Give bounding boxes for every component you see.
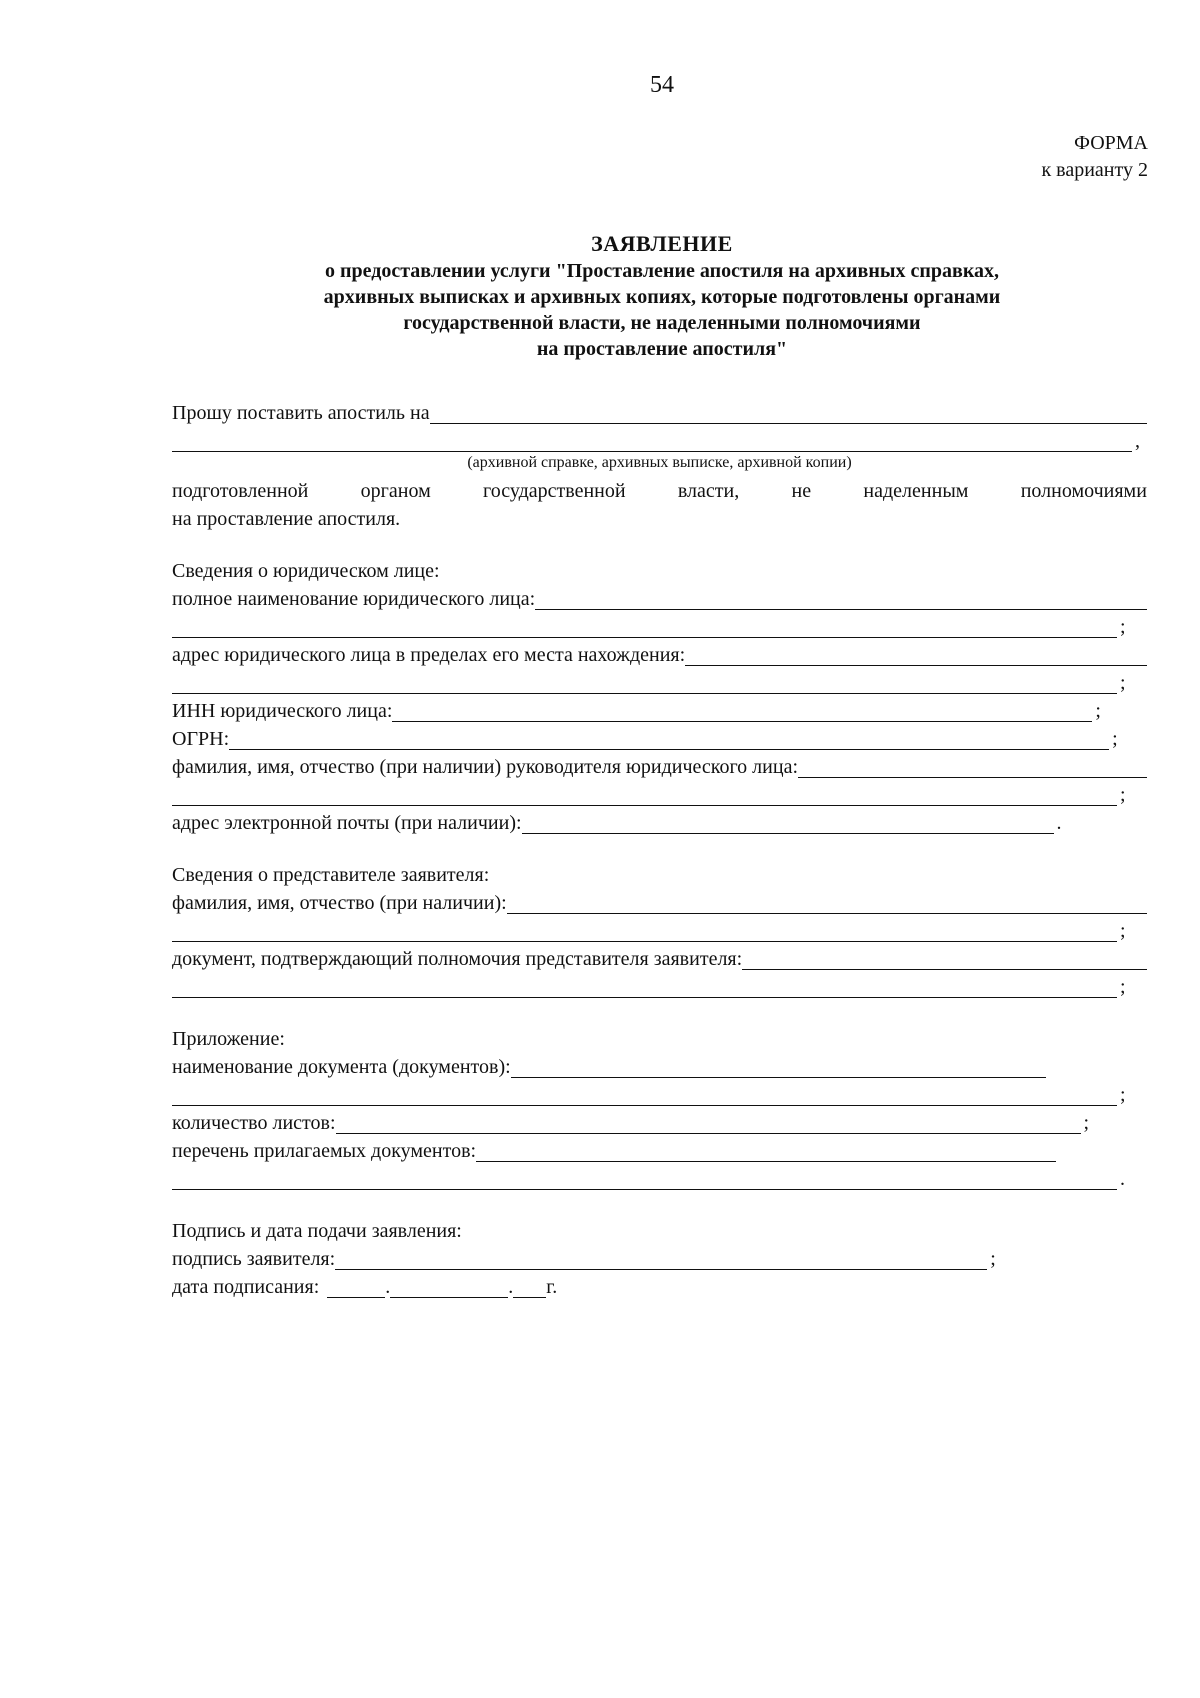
date-label: дата подписания: xyxy=(172,1276,320,1298)
doc-list-field[interactable] xyxy=(476,1139,1056,1162)
authority-doc-field-continued[interactable] xyxy=(172,975,1117,998)
period: . xyxy=(1056,812,1062,834)
semicolon: ; xyxy=(1120,672,1126,694)
semicolon: ; xyxy=(1120,1084,1126,1106)
ogrn-label: ОГРН: xyxy=(172,728,230,750)
semicolon: ; xyxy=(1120,976,1126,998)
request-word: государственной xyxy=(483,480,626,502)
email-label: адрес электронной почты (при наличии): xyxy=(172,812,522,834)
form-label xyxy=(1041,130,1148,184)
address-row xyxy=(172,638,1147,666)
year-suffix: г. xyxy=(546,1276,558,1298)
doc-list-row xyxy=(172,1134,1147,1162)
authority-doc-row xyxy=(172,942,1147,970)
title-block xyxy=(172,230,1152,362)
sheets-label: количество листов: xyxy=(172,1112,336,1134)
inn-field[interactable] xyxy=(392,699,1092,722)
semicolon: ; xyxy=(1120,920,1126,942)
semicolon: ; xyxy=(1120,784,1126,806)
request-word: подготовленной xyxy=(172,480,309,502)
sheets-row xyxy=(172,1106,1147,1134)
signature-row xyxy=(172,1242,1147,1270)
doc-list-label: перечень прилагаемых документов: xyxy=(172,1140,477,1162)
signature-label: подпись заявителя: xyxy=(172,1248,336,1270)
subtitle-line: о предоставлении услуги "Проставление апостиля на архивных справках, xyxy=(324,260,1000,282)
document-title: ЗАЯВЛЕНИЕ xyxy=(591,231,733,256)
request-text-end: на проставление апостиля. xyxy=(172,508,401,530)
rep-name-field[interactable] xyxy=(507,891,1147,914)
ogrn-field[interactable] xyxy=(229,727,1109,750)
signature-heading-row xyxy=(172,1214,1147,1242)
doc-name-label: наименование документа (документов): xyxy=(172,1056,511,1078)
page-number: 54 xyxy=(650,72,674,98)
address-row-continued xyxy=(172,666,1147,694)
semicolon: ; xyxy=(990,1248,996,1270)
authority-doc-field[interactable] xyxy=(742,947,1147,970)
inn-row xyxy=(172,694,1147,722)
request-row-continued xyxy=(172,424,1147,452)
address-field[interactable] xyxy=(685,643,1147,666)
rep-name-row xyxy=(172,886,1147,914)
rep-name-field-continued[interactable] xyxy=(172,919,1117,942)
semicolon: ; xyxy=(1120,616,1126,638)
doc-name-row xyxy=(172,1050,1147,1078)
inn-label: ИНН юридического лица: xyxy=(172,700,393,722)
head-name-label: фамилия, имя, отчество (при наличии) руководителя юридического лица: xyxy=(172,756,799,778)
comma: , xyxy=(1135,430,1140,452)
legal-entity-heading-row xyxy=(172,554,1147,582)
doc-list-field-continued[interactable] xyxy=(172,1167,1117,1190)
form-label-title: ФОРМА xyxy=(1074,132,1148,154)
sheets-count-field[interactable] xyxy=(336,1111,1081,1134)
head-name-row xyxy=(172,750,1147,778)
request-row xyxy=(172,396,1147,424)
form-label-variant: к варианту 2 xyxy=(1041,159,1148,181)
date-day-field[interactable] xyxy=(327,1275,385,1298)
rep-name-label: фамилия, имя, отчество (при наличии): xyxy=(172,892,507,914)
semicolon: ; xyxy=(1083,1112,1090,1134)
authority-doc-label: документ, подтверждающий полномочия представителя заявителя: xyxy=(172,948,743,970)
full-name-row-continued xyxy=(172,610,1147,638)
apostille-document-field-continued[interactable] xyxy=(172,429,1132,452)
subtitle-line: архивных выписках и архивных копиях, которые подготовлены органами xyxy=(323,286,1001,308)
doc-name-row-continued xyxy=(172,1078,1147,1106)
address-label: адрес юридического лица в пределах его места нахождения: xyxy=(172,644,686,666)
doc-list-row-continued xyxy=(172,1162,1147,1190)
doc-name-field[interactable] xyxy=(511,1055,1046,1078)
email-row xyxy=(172,806,1147,834)
request-word: полномочиями xyxy=(1020,480,1147,502)
head-name-row-continued xyxy=(172,778,1147,806)
signature-heading: Подпись и дата подачи заявления: xyxy=(172,1220,462,1242)
full-name-label: полное наименование юридического лица: xyxy=(172,588,536,610)
semicolon: ; xyxy=(1095,700,1101,722)
attachment-heading-row xyxy=(172,1022,1147,1050)
period: . xyxy=(1120,1168,1125,1190)
head-name-field-continued[interactable] xyxy=(172,783,1117,806)
subtitle-line: на проставление апостиля" xyxy=(536,338,788,360)
email-field[interactable] xyxy=(522,811,1054,834)
request-word: власти, xyxy=(677,480,740,502)
form-body xyxy=(172,396,1147,1298)
semicolon: ; xyxy=(1112,728,1118,750)
full-name-row xyxy=(172,582,1147,610)
request-text-line xyxy=(172,474,1147,502)
date-row xyxy=(172,1270,1147,1298)
subtitle-line: государственной власти, не наделенными полномочиями xyxy=(403,312,921,334)
representative-heading-row xyxy=(172,858,1147,886)
request-word: не xyxy=(791,480,812,502)
doc-name-field-continued[interactable] xyxy=(172,1083,1117,1106)
request-label: Прошу поставить апостиль на xyxy=(172,402,430,424)
authority-doc-row-continued xyxy=(172,970,1147,998)
date-separator: . xyxy=(385,1276,391,1298)
request-text-line-2 xyxy=(172,502,1147,530)
date-separator: . xyxy=(508,1276,514,1298)
representative-heading: Сведения о представителе заявителя: xyxy=(172,864,490,886)
request-word: наделенным xyxy=(863,480,969,502)
full-name-field[interactable] xyxy=(535,587,1147,610)
apostille-document-field[interactable] xyxy=(430,401,1147,424)
date-year-field[interactable] xyxy=(513,1275,546,1298)
head-name-field[interactable] xyxy=(798,755,1147,778)
request-word: органом xyxy=(360,480,431,502)
address-field-continued[interactable] xyxy=(172,671,1117,694)
signature-field[interactable] xyxy=(335,1247,987,1270)
attachment-heading: Приложение: xyxy=(172,1028,285,1050)
full-name-field-continued[interactable] xyxy=(172,615,1117,638)
legal-entity-heading: Сведения о юридическом лице: xyxy=(172,560,440,582)
rep-name-row-continued xyxy=(172,914,1147,942)
ogrn-row xyxy=(172,722,1147,750)
request-hint: (архивной справке, архивных выписке, архивной копии) xyxy=(467,454,852,471)
date-month-field[interactable] xyxy=(390,1275,508,1298)
